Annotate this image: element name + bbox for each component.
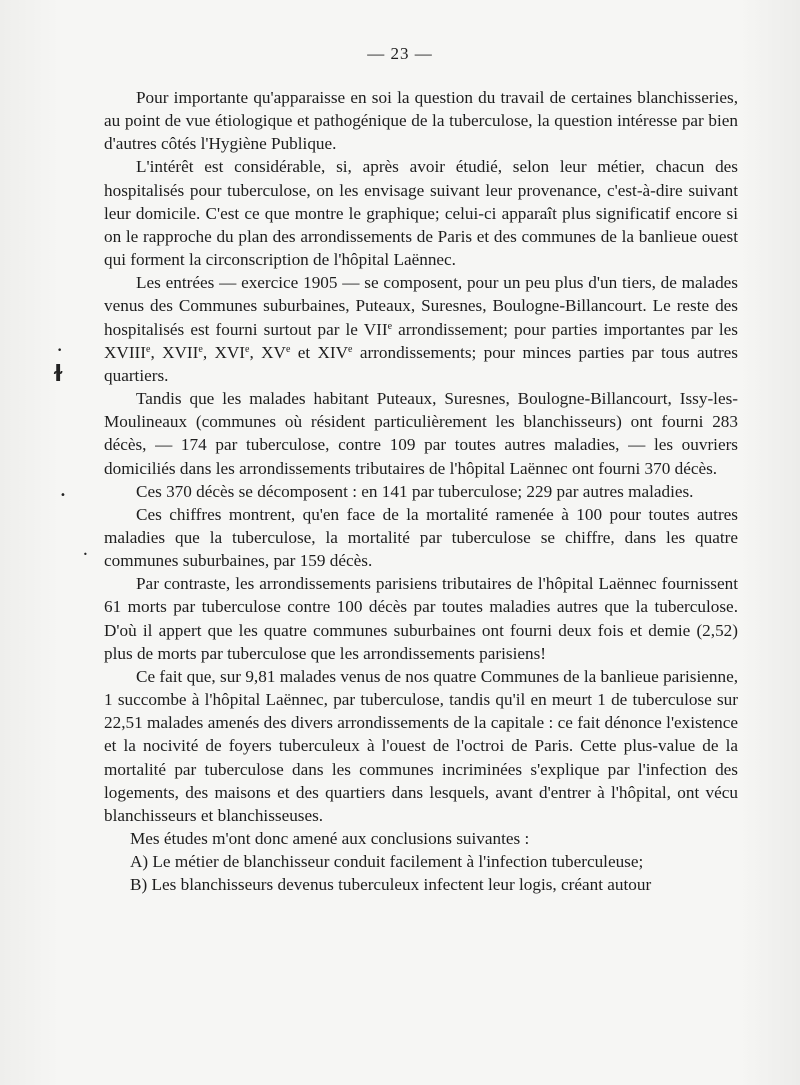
text-run: Les entrées — exercice 1905 — se composent, pour un peu plus d'un tiers, de malades venus des Communes suburbaines, Puteaux, Suresnes, Boulogne-Billancourt. Le reste des hospitalisés est fourni surtout par le VII [104, 273, 738, 339]
text-run: arrondissements; pour minces parties par tous autres quartiers. [104, 342, 738, 385]
text-run: arrondissement; pour parties importantes par les XVIII [104, 319, 738, 362]
margin-dot-mark: • [57, 346, 63, 356]
conclusion-a: A) Le métier de blanchisseur conduit facilement à l'infection tuberculeuse; [130, 852, 644, 872]
paragraph-hygiene: Pour importante qu'apparaisse en soi la question du travail de certaines blanchisseries, au point de vue étiologique et pathogénique de la tuberculose, la question intéresse par bien d'autres côtés l'Hygiène Publique. [104, 88, 738, 154]
superscript: e [198, 343, 203, 355]
superscript: e [387, 320, 393, 332]
paragraph-tandis: Tandis que les malades habitant Puteaux, Suresnes, Boulogne-Billancourt, Issy-les-Moulineaux (communes où résident particulièrement les blanchisseurs) ont fourni 283 décès, — 174 par tuberculose, contre 109 par toutes autres maladies, — les ouvriers domiciliés dans les arrondissements tributaires de l'hôpital Laënnec ont fourni 370 décès. [104, 389, 738, 478]
paragraph-conclusions: Mes études m'ont donc amené aux conclusions suivantes : [130, 829, 530, 848]
body-text [104, 86, 738, 896]
margin-handwritten-mark: ɫ [52, 362, 65, 387]
superscript: e [348, 343, 353, 355]
text-run: , XV [249, 342, 286, 362]
margin-dot-mark: • [83, 550, 88, 559]
text-run: , XVII [150, 342, 199, 362]
margin-dot-mark: • [60, 490, 66, 501]
superscript: e [285, 343, 291, 355]
text-run: et XIV [290, 342, 349, 362]
paragraph-fait: Ce fait que, sur 9,81 malades venus de nos quatre Communes de la banlieue parisienne, 1 succombe à l'hôpital Laënnec, par tuberculose, tandis qu'il en meurt 1 de tuberculose sur 22,51 malades amenés des divers arrondissements de la capitale : ce fait dénonce l'existence et la nocivité de foyers tuberculeux à l'ouest de l'octroi de Paris. Cette plus-value de la mortalité par tuberculose dans les communes incriminées s'explique par l'infection des logements, des maisons et des quartiers dans lesquels, avant d'entrer à l'hôpital, ont vécu blanchisseurs et blanchisseuses. [104, 666, 738, 825]
paragraph-interet: L'intérêt est considérable, si, après avoir étudié, selon leur métier, chacun des hospitalisés pour tuberculose, on les envisage suivant leur provenance, c'est-à-dire suivant leur domicile. C'est ce que montre le graphique; celui-ci apparaît plus significatif encore si on le rapproche du plan des arrondissements de Paris et des communes de la banlieue ouest qui forment la circonscription de l'hôpital Laënnec. [104, 157, 738, 270]
superscript: e [146, 343, 151, 355]
paragraph-chiffres: Ces chiffres montrent, qu'en face de la mortalité ramenée à 100 pour toutes autres maladies que la tuberculose, la mortalité par tuberculose se chiffre, dans les quatre communes suburbaines, par 159 décès. [104, 504, 738, 571]
superscript: e [245, 343, 250, 355]
paragraph-contraste: Par contraste, les arrondissements parisiens tributaires de l'hôpital Laënnec fournissent 61 morts par tuberculose contre 100 décès par toutes maladies autres que la tuberculose. D'où il appert que les quatre communes suburbaines ont fourni deux fois et demie (2,52) plus de morts par tuberculose que les arrondissements parisiens! [104, 574, 738, 663]
page-number: — 23 — [367, 44, 433, 63]
conclusion-b: B) Les blanchisseurs devenus tuberculeux infectent leur logis, créant autour [130, 875, 652, 895]
text-run: , XVI [202, 342, 246, 362]
paragraph-decomposent: Ces 370 décès se décomposent : en 141 par tuberculose; 229 par autres maladies. [136, 481, 694, 501]
paragraph-entrees [104, 271, 738, 387]
